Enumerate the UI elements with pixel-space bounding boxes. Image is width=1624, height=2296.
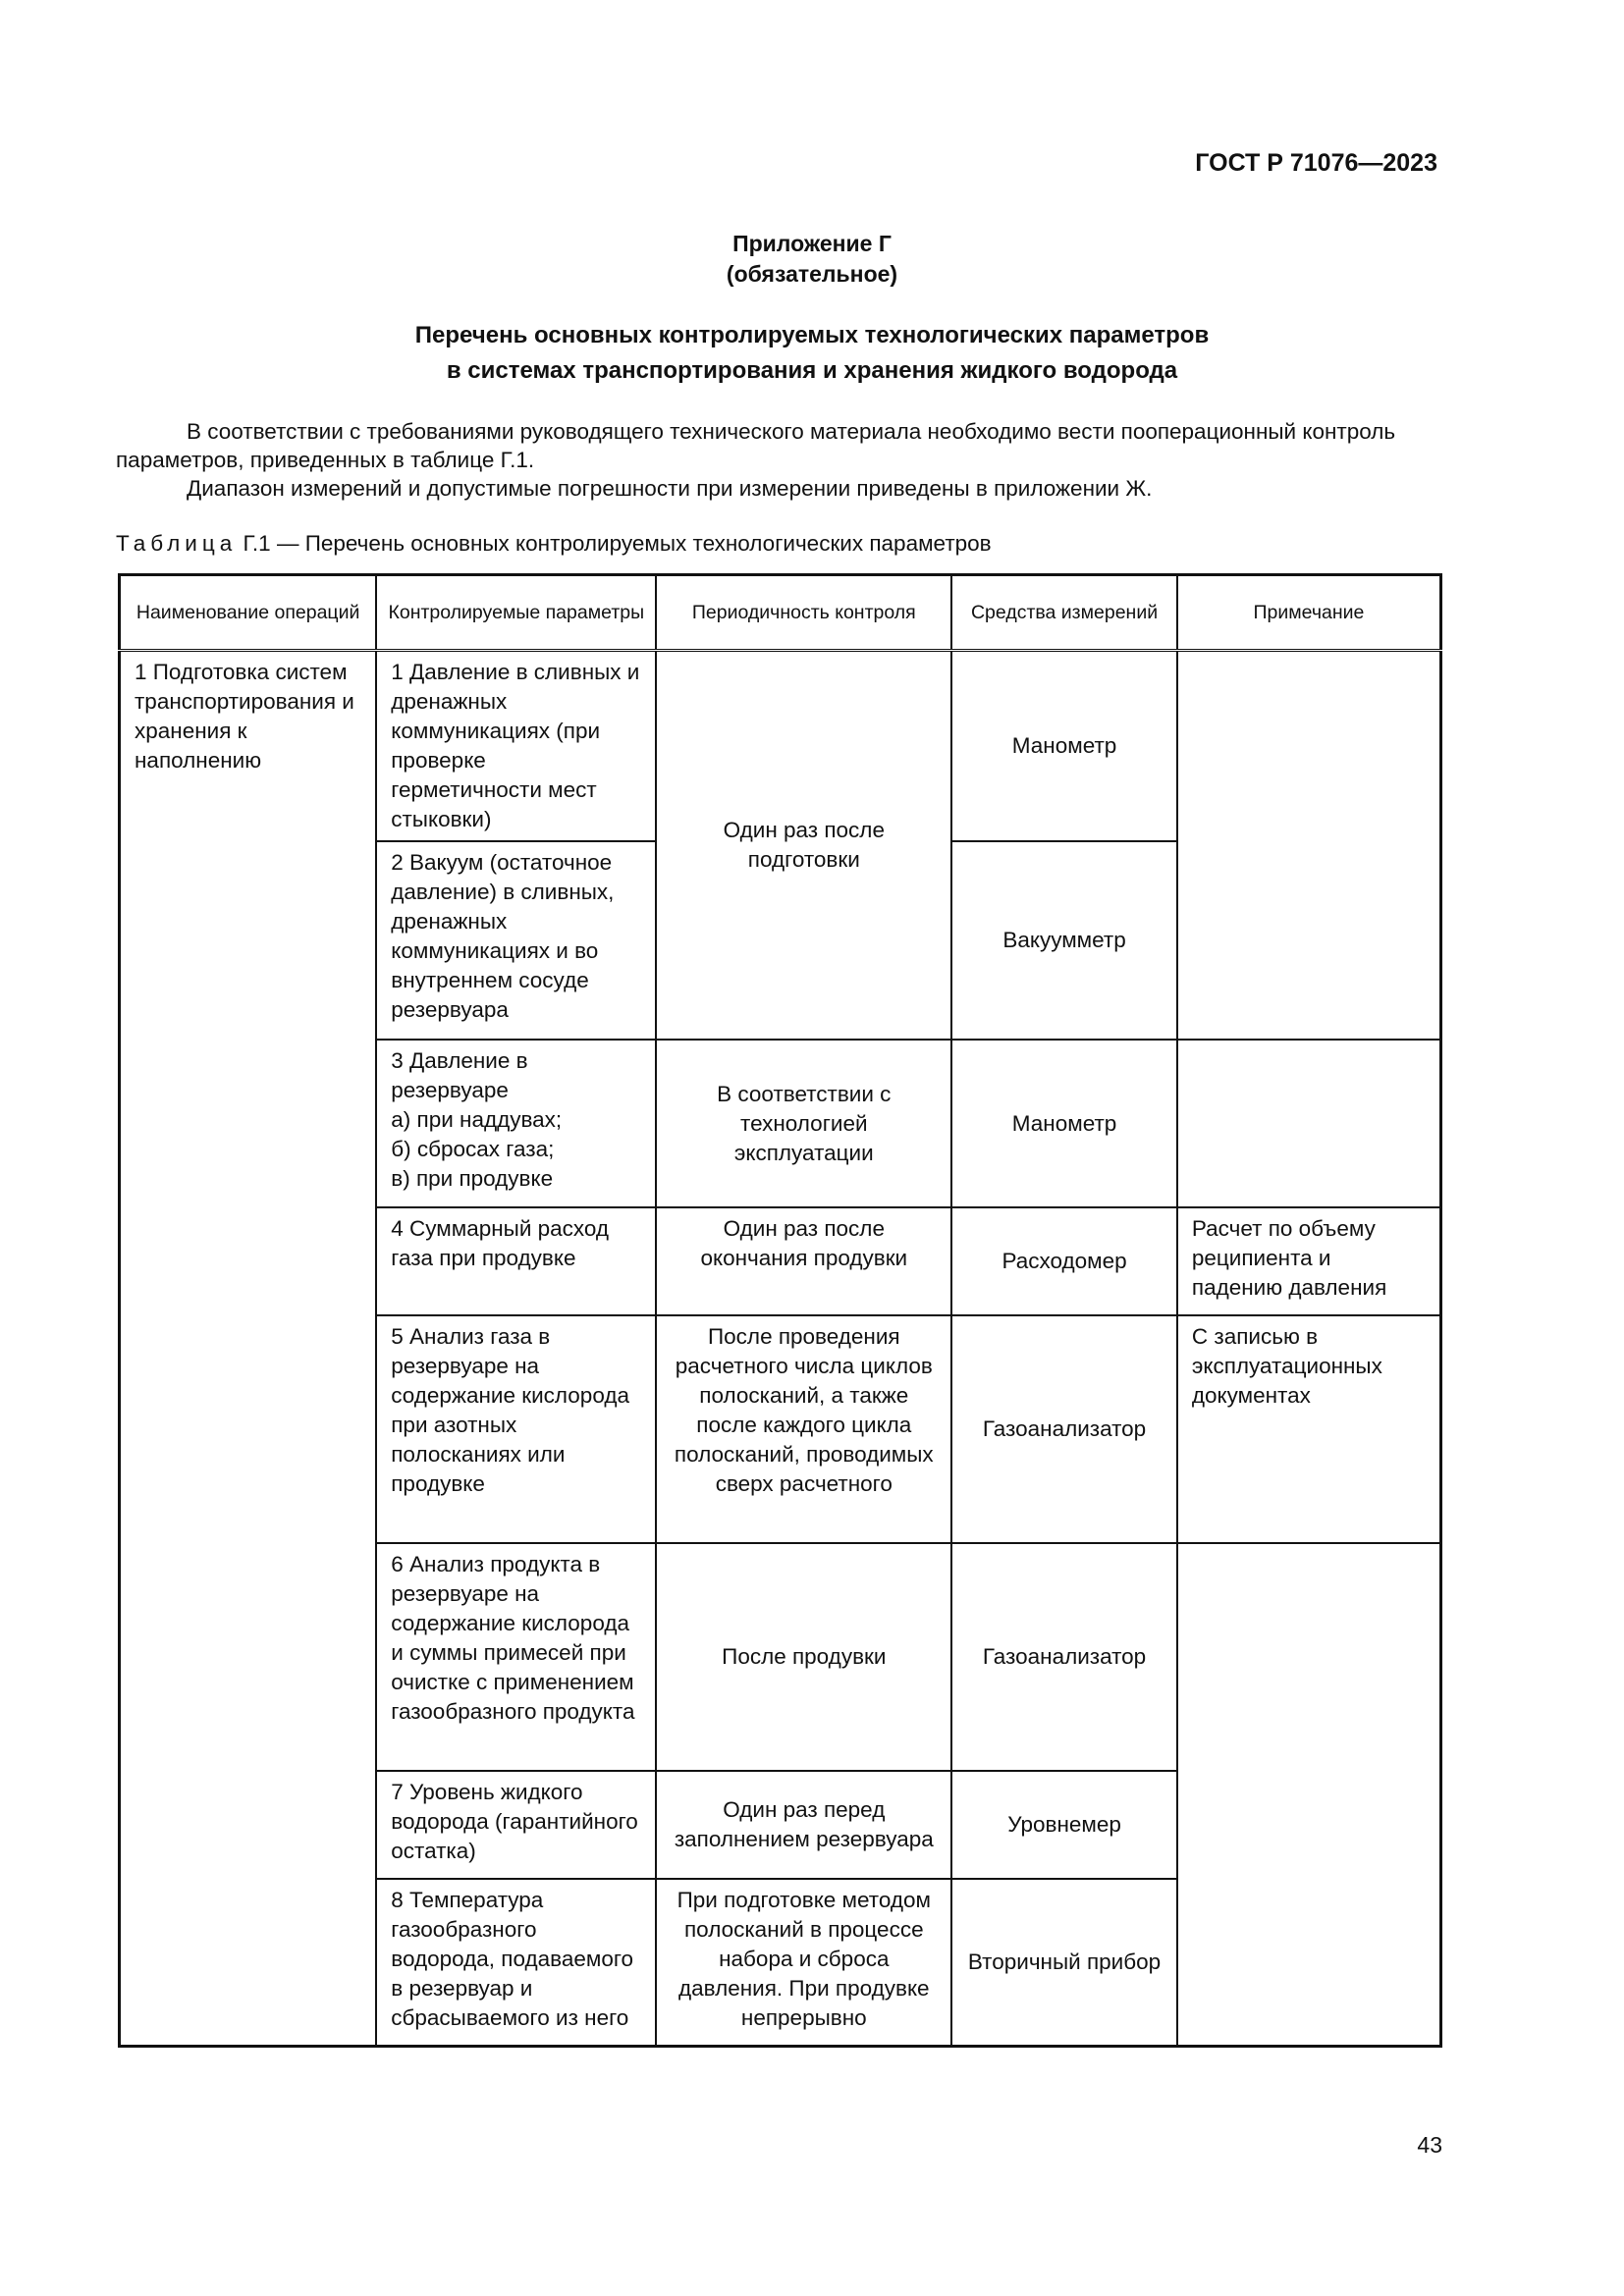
main-title-line-2: в системах транспортирования и хранения жидкого водорода — [446, 357, 1178, 384]
parameter-cell: 7 Уровень жидкого водорода (гарантийного остатка) — [376, 1771, 656, 1879]
instrument-cell: Манометр — [951, 1040, 1177, 1207]
parameters-table — [118, 573, 1442, 2048]
table-caption — [116, 531, 992, 557]
periodicity-cell: Один раз после окончания продувки — [656, 1207, 951, 1315]
instrument-cell: Вакуумметр — [951, 841, 1177, 1040]
instrument-cell: Газоанализатор — [951, 1315, 1177, 1543]
instrument-cell: Газоанализатор — [951, 1543, 1177, 1771]
note-cell: Расчет по объему реципиента и падению давления — [1177, 1207, 1441, 1315]
parameter-cell: 3 Давление в резервуаре а) при наддувах; б) сбросах газа; в) при продувке — [376, 1040, 656, 1207]
operation-cell: 1 Подготовка систем транспортирования и хранения к наполнению — [120, 651, 377, 2047]
instrument-cell: Вторичный прибор — [951, 1879, 1177, 2046]
header-periodicity: Периодичность контроля — [656, 575, 951, 651]
page-number: 43 — [1417, 2132, 1442, 2158]
intro-paragraph-1: В соответствии с требованиями руководящего технического материала необходимо вести пооперационный контроль параметров, приведенных в таблице Г.1. — [116, 419, 1396, 472]
table-caption-text: Г.1 — Перечень основных контролируемых технологических параметров — [237, 531, 992, 556]
annex-heading — [0, 229, 1624, 290]
intro-text — [116, 417, 1441, 503]
note-cell — [1177, 651, 1441, 1041]
periodicity-cell: После продувки — [656, 1543, 951, 1771]
main-title-line-1: Перечень основных контролируемых технологических параметров — [414, 322, 1210, 348]
parameter-cell: 5 Анализ газа в резервуаре на содержание кислорода при азотных полосканиях или продувке — [376, 1315, 656, 1543]
table-header-row — [120, 575, 1441, 651]
instrument-cell: Расходомер — [951, 1207, 1177, 1315]
parameter-cell: 1 Давление в сливных и дренажных коммуникациях (при проверке герметичности мест стыковки) — [376, 651, 656, 842]
document-code: ГОСТ Р 71076—2023 — [1195, 149, 1437, 177]
header-notes: Примечание — [1177, 575, 1441, 651]
parameter-cell: 4 Суммарный расход газа при продувке — [376, 1207, 656, 1315]
periodicity-cell: При подготовке методом полосканий в процессе набора и сброса давления. При продувке непрерывно — [656, 1879, 951, 2046]
periodicity-cell: В соответствии с технологией эксплуатации — [656, 1040, 951, 1207]
instrument-cell: Манометр — [951, 651, 1177, 842]
note-cell — [1177, 1040, 1441, 1207]
header-instruments: Средства измерений — [951, 575, 1177, 651]
table-row — [120, 651, 1441, 842]
header-parameters: Контролируемые параметры — [376, 575, 656, 651]
table-caption-label: Таблица — [116, 531, 238, 556]
note-cell — [1177, 1543, 1441, 2046]
parameter-cell: 8 Температура газообразного водорода, подаваемого в резервуар и сбрасываемого из него — [376, 1879, 656, 2046]
intro-paragraph-2: Диапазон измерений и допустимые погрешности при измерении приведены в приложении Ж. — [187, 476, 1153, 501]
main-title — [0, 318, 1624, 389]
parameter-cell: 2 Вакуум (остаточное давление) в сливных, дренажных коммуникациях и во внутреннем сосуде резервуара — [376, 841, 656, 1040]
annex-title: Приложение Г — [732, 231, 892, 256]
periodicity-cell: Один раз после подготовки — [656, 651, 951, 1041]
annex-status: (обязательное) — [726, 261, 898, 287]
instrument-cell: Уровнемер — [951, 1771, 1177, 1879]
periodicity-cell: Один раз перед заполнением резервуара — [656, 1771, 951, 1879]
periodicity-cell: После проведения расчетного числа циклов полосканий, а также после каждого цикла полосканий, проводимых сверх расчетного — [656, 1315, 951, 1543]
note-cell: С записью в эксплуатационных документах — [1177, 1315, 1441, 1543]
parameter-cell: 6 Анализ продукта в резервуаре на содержание кислорода и суммы примесей при очистке с применением газообразного продукта — [376, 1543, 656, 1771]
header-operations: Наименование операций — [120, 575, 377, 651]
